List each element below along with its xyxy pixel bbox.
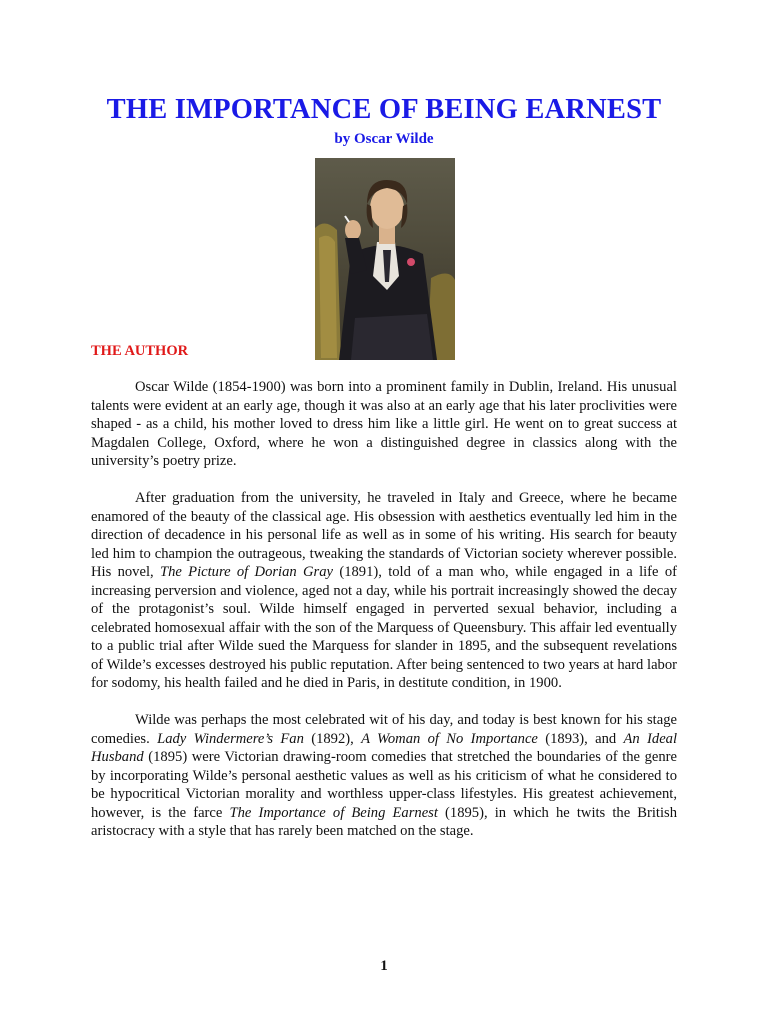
- text-run: however, is the farce: [91, 804, 223, 821]
- section-heading-the-author: THE AUTHOR: [91, 343, 189, 359]
- text-line-mixed: [91, 748, 677, 767]
- text-run: (1895) were Victorian drawing-room comedies that stretched the boundaries of the genre: [148, 749, 677, 765]
- text-line: shaped - as a child, his mother loved to dress him like a little girl. He went on to great success at: [91, 416, 677, 432]
- text-line: to a public trial after Wilde sued the Marquess for slander in 1895, and the subsequent revelations: [91, 638, 677, 654]
- text-line: Oscar Wilde (1854-1900) was born into a prominent family in Dublin, Ireland. His unusual: [135, 379, 677, 395]
- paragraph-2: [91, 489, 677, 693]
- text-run: (1895), in which he twits the British: [445, 804, 678, 821]
- text-line: celebrated homosexual affair with the son of the Marquess of Queensbury. This affair led eventually: [91, 619, 677, 636]
- play-title: The Importance of Being Earnest: [229, 804, 438, 821]
- text-line: direction of decadence in his personal life as well as in some of his writing. His search for beauty: [91, 527, 677, 543]
- play-title: An Ideal: [623, 730, 678, 747]
- text-line: be hypocritical Victorian morality and worthless upper-class lifestyles. His greatest achievement,: [91, 786, 677, 802]
- play-title: A Woman of No Importance: [361, 730, 538, 747]
- page-number: 1: [380, 958, 388, 974]
- text-line: of the protagonist’s soul. Wilde himself engaged in perverted sexual behavior, including a: [91, 601, 677, 617]
- text-line: for sodomy, his health failed and he died in Paris, in destitute condition, in 1900.: [91, 675, 562, 691]
- paragraph-1: [91, 378, 677, 471]
- text-line: increasing perversion and violence, aged not a day, while his portrait increasingly showed the decay: [91, 582, 677, 599]
- author-portrait-photo: [315, 158, 455, 360]
- text-line: Magdalen College, Oxford, where he won a distinguished degree in classics along with the: [91, 434, 677, 451]
- paragraph-3: [91, 711, 677, 841]
- play-title: Lady Windermere’s Fan: [157, 730, 304, 747]
- text-line: university’s poetry prize.: [91, 453, 237, 469]
- text-run: (1891), told of a man who, while engaged in a life of: [339, 564, 677, 580]
- text-run: His novel,: [91, 564, 154, 580]
- text-line-mixed: [91, 563, 677, 582]
- text-line: of Wilde’s excesses destroyed his public reputation. After being sentenced to two years at hard labor: [91, 656, 677, 673]
- text-line: talents were evident at an early age, though it was also at an early age that his later proclivities were: [91, 397, 677, 414]
- author-byline: by Oscar Wilde: [334, 131, 434, 147]
- play-title: Husband: [91, 749, 144, 765]
- text-line: by incorporating Wilde’s personal aesthetic values as well as his criticism of what he considered to: [91, 767, 677, 784]
- text-run: (1893), and: [545, 730, 617, 747]
- text-line: led him to champion the outrageous, tweaking the standards of Victorian society wherever possible.: [91, 545, 677, 562]
- text-run: (1892),: [311, 730, 354, 747]
- book-title: The Picture of Dorian Gray: [159, 564, 334, 580]
- text-line: After graduation from the university, he traveled in Italy and Greece, where he became: [135, 490, 677, 506]
- text-line: aristocracy with a style that has rarely been matched on the stage.: [91, 823, 474, 839]
- text-line: Wilde was perhaps the most celebrated wit of his day, and today is best known for his stage: [135, 712, 677, 728]
- text-line-mixed: [91, 730, 677, 749]
- document-title: THE IMPORTANCE OF BEING EARNEST: [106, 94, 662, 125]
- text-line-mixed: [91, 804, 677, 823]
- text-line: enamored of the beauty of the classical age. His obsession with aesthetics eventually led him in the: [91, 508, 677, 525]
- text-run: comedies.: [91, 730, 150, 747]
